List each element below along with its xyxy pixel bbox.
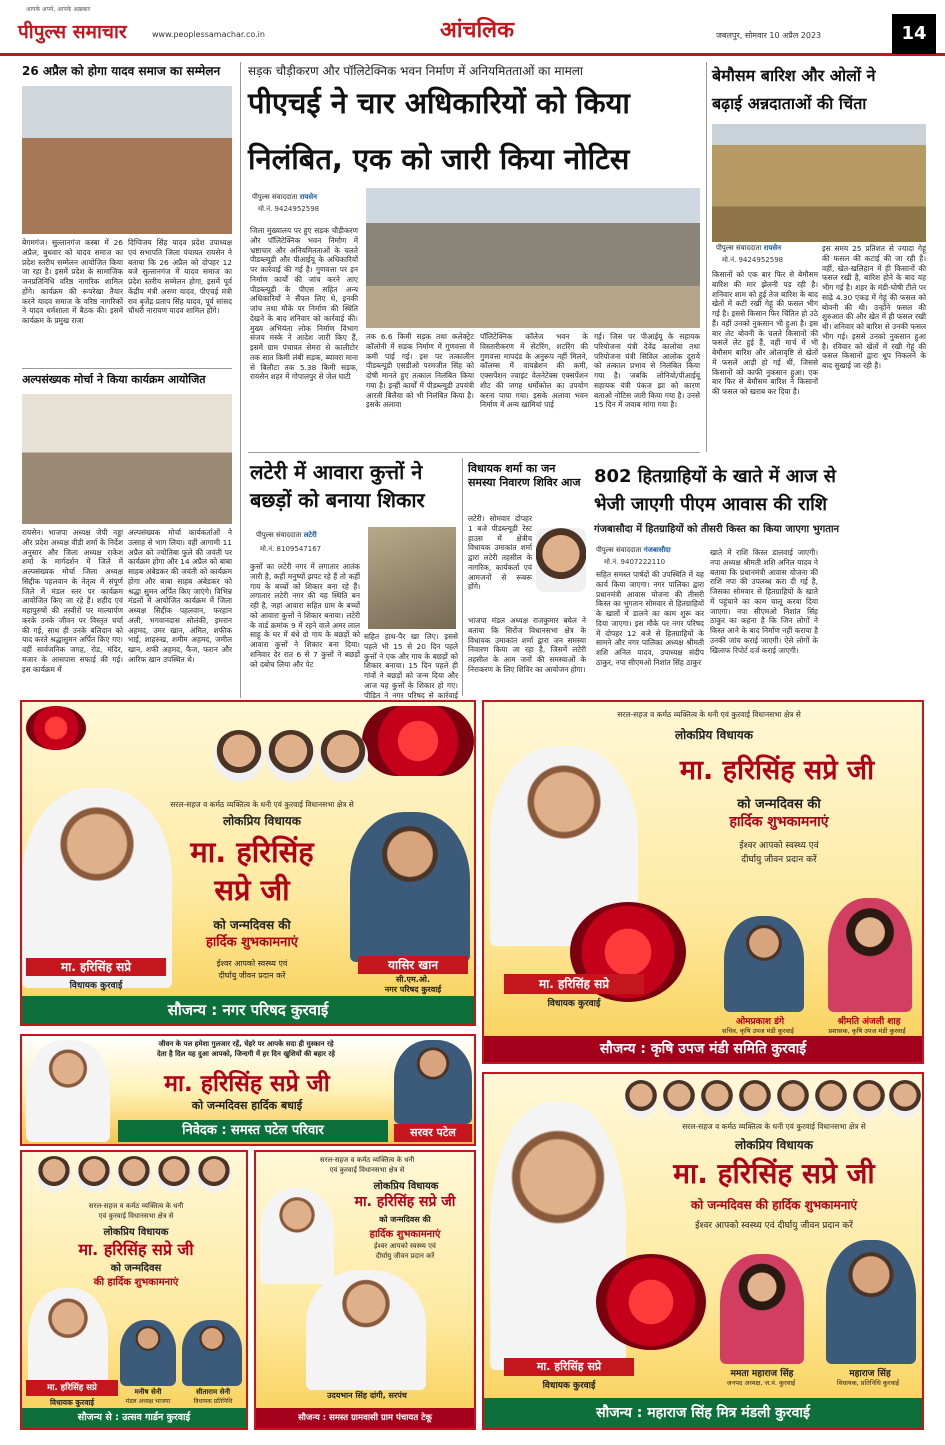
ad4-greet2: की हार्दिक शुभकामनाएं bbox=[93, 1277, 179, 1288]
ad4-greet1: को जन्मदिवस bbox=[110, 1263, 162, 1274]
mla-portrait bbox=[260, 1188, 334, 1284]
birthday-ad-gram-panchayat-teku[interactable] bbox=[254, 1150, 476, 1430]
vidhayak-portrait bbox=[536, 528, 586, 592]
ad1-name-line1: मा. हरिसिंह bbox=[190, 835, 314, 869]
sarpanch-portrait bbox=[306, 1270, 426, 1390]
column-rule bbox=[240, 62, 241, 698]
divider bbox=[22, 368, 232, 369]
alpsankhyak-headline: अल्पसंख्यक मोर्चा ने किया कार्यक्रम आयोजित bbox=[22, 373, 206, 386]
page-number: 14 bbox=[892, 14, 936, 54]
mausam-byline-reporter: पीपुल्स संवाददाता bbox=[716, 244, 762, 252]
alpsankhyak-body-col2: अल्पसंख्यक मोर्चा कार्यकर्ताओं ने उत्साह से भाग लिया। वहीं आगामी 11 अप्रैल को ज्योतिबा फुले की जयंती पर कार्यक्रम होगा और 14 अप्रैल को बाबा साहब अंबेडकर की जयंती को कार्यक्रम होगा और बाबा साहब अंबेडकर को श्रद्धा सुमन अर्पित किए जाएंगे। विभिन्न मंडलों में आयोजित कार्यक्रम में जिला अध्यक्ष सिद्दीक पहलवान, फरहान अली, भगवानदास सोलंकी, इमरान अहमद, उमर खान, अमित, शफीक भाई, शाहरुख, शमीम अहमद, जमील खान, शफी अहमद, फैज, फरान और आरिफ खान उपस्थित थे। bbox=[128, 528, 232, 664]
manish-seni-portrait bbox=[120, 1320, 176, 1386]
ad5-name: मा. हरिसिंह सप्रे जी bbox=[354, 1194, 456, 1210]
awas-subheadline: गंजबासौदा में हितग्राहियों को तीसरी किस्त का किया जाएगा भुगतान bbox=[594, 524, 840, 535]
ad1-left-name: मा. हरिसिंह सप्रे bbox=[26, 958, 166, 976]
sachiv-portrait bbox=[724, 916, 804, 1012]
ad6-wish: ईश्वर आपको स्वस्थ्य एवं दीर्घायु जीवन प्रदान करें bbox=[695, 1221, 853, 1231]
vidhayak-body-col2: भाजपा मंडल अध्यक्ष राजकुमार बघेल ने बताया कि सिरोंज विधानसभा क्षेत्र के विधायक उमाकांत शर्मा द्वारा जन समस्या निवारण किया जा रहा है, जिसमें लटेरी तहसील के आम जनों की समस्याओं के निराकरण के लिए शिविर का आयोजन होगा। bbox=[468, 616, 586, 674]
ad2-badge: मा. हरिसिंह सप्रे bbox=[504, 974, 644, 994]
ad6-p1-role: जनपद अध्यक्ष, ज.पं. कुरवाई bbox=[726, 1379, 796, 1387]
ad2-greet1: को जन्मदिवस की bbox=[737, 797, 821, 812]
ad4-p1-name: मनीष सेनी bbox=[134, 1388, 162, 1396]
ad2-p2-role: प्रशासक, कृषि उपज मंडी कुरवाई bbox=[828, 1027, 906, 1035]
birthday-ad-krishi-mandi[interactable] bbox=[482, 700, 924, 1064]
mausam-headline-line1: बेमौसम बारिश और ओलों ने bbox=[712, 66, 876, 85]
phe-body-col3: पॉलिटेक्निक कॉलेज भवन के विस्तारीकरण में सेंटरिंग, शटरिंग की गुणवत्ता मापदंड के अनुरूप नहीं मिलने, कॉलम्स में वायब्रेशन की कमी, एक्सपेंशन ज्वाइंट वेलनेटेक्स एक्सपेंशन शीट की जगह थर्मोकोल का उपयोग करना पाया गया। इसके अलावा भवन निर्माण में अन्य खामियां पाई bbox=[480, 332, 588, 410]
dogs-body-col1: कुत्तों का लटेरी नगर में लगातार आतंक जारी है, कहीं मनुष्यों झपट रहे हैं तो कहीं गाय के बच्चों को शिकार बना रहे हैं। लगातार लटेरी नगर की यह स्थिति बन रही है, जहां आवारा सहित ग्राम के बच्चों को आवारा कुत्तों ने शिकार बनाया। लटेरी के वार्ड क्रमांक 9 में रहने वाले अमर लाल साहू के घर में बंधे दो गाय के बछड़ों को आवारा कुत्तों ने शिकार बना दिया। शनिवार देर रात 6 से 7 कुत्तों ने बछड़ों को दबोच लिया और पेट bbox=[250, 562, 360, 669]
alpsankhyak-group-photo bbox=[22, 394, 232, 524]
ad1-left-role: विधायक कुरवाई bbox=[69, 981, 123, 991]
leader-portrait bbox=[852, 1080, 886, 1118]
ad6-p2-name: महाराज सिंह bbox=[849, 1369, 891, 1379]
ad4-p2-role: विधायक प्रतिनिधि bbox=[193, 1398, 233, 1405]
yadav-body-col2: दिग्विजय सिंह यादव प्रदेश उपाध्यक्ष एवं सभापति जिला पंचायत रायसेन ने बताया कि 26 अप्रैल को दोपहर 12 बजे सुल्तानगंज में यादव समाज का प्रदेश स्तरीय सम्मेलन होगा, इसमें पूर्व केंद्रीय मंत्री अरुण यादव, पीएचई मंत्री राव बृजेंद्र प्रताप सिंह यादव, पूर्व सांसद चौधरी नारायण यादव शामिल होंगे। bbox=[128, 238, 232, 316]
yadav-headline: 26 अप्रैल को होगा यादव समाज का सम्मेलन bbox=[22, 64, 221, 78]
ad6-footer: सौजन्य : महाराज सिंह मित्र मंडली कुरवाई bbox=[484, 1398, 922, 1428]
ad1-title: लोकप्रिय विधायक bbox=[223, 814, 301, 828]
maharaj-singh-portrait bbox=[826, 1240, 916, 1364]
ad1-wish2: दीर्घायु जीवन प्रदान करें bbox=[218, 971, 286, 980]
ad1-right-name: यासिर खान bbox=[358, 956, 468, 974]
alpsankhyak-body-col1: रायसेन। भाजपा अध्यक्ष जेपी नड्डा और प्रदेश अध्यक्ष वीडी शर्मा के निर्देश अनुसार और जिला अध्यक्ष राकेश शर्मा के मार्गदर्शन में जिले में अल्पसंख्यक मोर्चा जिला अध्यक्ष सिद्दीक पहलवान के नेतृत्व में संपूर्ण जिले में मंडल स्तर पर कार्यक्रम आयोजित किए जा रहे हैं। शहीद एवं महापुरुषों की तस्वीरों पर माल्यार्पण करके उनके जीवन पर विस्तृत चर्चा की गई, साथ ही उनके बलिदान को याद करते श्रद्धासुमन अर्पित किए गए। वहीं सार्वजनिक जगह, रोड, मंदिर, मजार के आसपास सफाई की गई। इस कार्यक्रम में bbox=[22, 528, 123, 674]
ad4-badge: मा. हरिसिंह सप्रे bbox=[26, 1380, 118, 1396]
ad5-wish2: दीर्घायु जीवन प्रदान करें bbox=[375, 1252, 435, 1260]
ad5-wish1: ईश्वर आपको स्वस्थ्य एवं bbox=[374, 1242, 436, 1250]
mla-portrait-namaste bbox=[26, 1040, 110, 1142]
mausam-body-col1: किसानों को एक बार फिर से बेमौसम बारिश की मार झेलनी पड़ रही है। शनिवार शाम को हुई तेज बारिश के बाद खेतों में कटी रखी गेहूं की फसल भीग गई है। इससे किसान फिर चिंतित हो उठे हैं। वहीं उनको नुकसान भी हुआ है। इस बार लेट बोवनी के चलते किसानों की फसलें लेट हुई हैं, वहीं मार्च में भी बेमौसम बारिश और ओलावृष्टि से खेतों में फसलें आड़ी हो गई थीं, जिससे किसानों को काफी नुकसान हुआ। एक बार फिर से बेमौसम बारिश ने किसानों की फसल को खराब कर दिया है। bbox=[712, 270, 818, 397]
birthday-ad-nagar-parishad[interactable] bbox=[20, 700, 476, 1026]
sitaram-seni-portrait bbox=[182, 1320, 242, 1386]
ad4-p1-role: मंडल अध्यक्ष भाजपा bbox=[125, 1398, 171, 1405]
ad4-name: मा. हरिसिंह सप्रे जी bbox=[78, 1240, 194, 1259]
rose-bouquet bbox=[362, 706, 474, 776]
awas-byline-reporter: पीपुल्स संवाददाता bbox=[596, 546, 642, 554]
divider bbox=[248, 452, 700, 453]
ad2-greet2: हार्दिक शुभकामनाएं bbox=[729, 814, 829, 830]
birthday-ad-maharaj-singh-mitra-mandali[interactable] bbox=[482, 1072, 924, 1430]
dogs-headline-line2: बछड़ों को बनाया शिकार bbox=[250, 488, 425, 512]
yadav-body-col1: बेगमगंज। सुल्तानगंज कस्बा में 26 अप्रैल, बुधवार को यादव समाज का प्रदेश स्तरीय सम्मेलन आयोजित किया जा रहा है। इसमें प्रदेश के सामाजिक जनप्रतिनिधि वरिष्ठ नागरिक शामिल होंगे। कार्यक्रम की रूपरेखा तैयार करने यादव समाज के वरिष्ठ नागरिकों ने यादव धर्मशाला में बैठक की। इसमें कार्यक्रम के प्रमुख राजा bbox=[22, 238, 123, 326]
awas-byline-place: गंजबासौदा bbox=[643, 546, 671, 554]
awas-body-col3 bbox=[822, 548, 924, 694]
awas-body-col1: सहित समस्त पार्षदों की उपस्थिति में यह कार्य किया जाएगा। नगर पालिका द्वारा प्रधानमंत्री आवास योजना की तीसरी किस्त का भुगतान सोमवार से हितग्राहियों के खातों में डालने का काम शुरू कर दिया जाएगा। इस मौके पर नगर परिषद में दोपहर 12 बजे से हितग्राहियों के सामने और नगर पालिका अध्यक्ष श्रीमती शशि अनिल यादव, उपाध्यक्ष संदीप ठाकुर, नपा सीएमओ निशांत सिंह ठाकुर bbox=[596, 570, 704, 667]
ad5-tagline1: सरल-सहज व कर्मठ व्यक्तित्व के धनी bbox=[319, 1156, 415, 1164]
ad3-quote2: देता है दिल यह दुआ आपको, जिन्दगी में हर दिन खुशियों की बहार रहे bbox=[157, 1050, 335, 1058]
rose-bouquet bbox=[596, 1254, 706, 1350]
ad2-p2-name: श्रीमति अंजली शाह bbox=[837, 1017, 901, 1027]
mausam-byline bbox=[716, 244, 826, 253]
leader-portrait bbox=[700, 1080, 734, 1118]
phe-byline-reporter: पीपुल्स संवाददाता bbox=[252, 193, 298, 201]
ad3-name: मा. हरिसिंह सप्रे जी bbox=[164, 1071, 330, 1097]
leader-portrait bbox=[318, 730, 368, 782]
ad1-greet1: को जन्मदिवस की bbox=[213, 918, 291, 932]
ad4-tagline2: एवं कुरवाई विधानसभा क्षेत्र से bbox=[98, 1212, 174, 1220]
leader-portrait bbox=[776, 1080, 810, 1118]
mausam-headline-line2: बढ़ाई अन्नदाताओं की चिंता bbox=[712, 94, 867, 113]
phe-byline-place: रायसेन bbox=[299, 193, 318, 201]
column-rule bbox=[462, 458, 463, 696]
prashasak-portrait bbox=[828, 898, 912, 1012]
mausam-field-photo bbox=[712, 124, 926, 242]
leader-portrait bbox=[814, 1080, 848, 1118]
ad1-footer: सौजन्य : नगर परिषद कुरवाई bbox=[22, 996, 474, 1024]
ad2-wish1: ईश्वर आपको स्वस्थ्य एवं bbox=[739, 841, 819, 851]
phe-body-col4: गई। जिस पर पीआईयू के सहायक परियोजना यंत्री देवेंद्र कालोया तथा परियोजना यंत्री सिविल आलोक दूराये को तत्काल प्रभाव से निलंबित किया गया है। जबकि लोनियो/पीआईयू सहायक यंत्री पंकज झा को कारण बताओ नोटिस जारी किया गया है। उनसे 15 दिन में जवाब मांगा गया है। bbox=[594, 332, 700, 410]
phe-mobile: मो.नं. 9424952598 bbox=[258, 205, 320, 213]
phe-byline bbox=[252, 193, 362, 202]
leader-portrait bbox=[266, 730, 316, 782]
masthead bbox=[0, 0, 945, 56]
ad4-tagline1: सरल-सहज व कर्मठ व्यक्तित्व के धनी bbox=[88, 1202, 184, 1210]
leader-portrait bbox=[76, 1156, 112, 1192]
ad5-greet2: हार्दिक शुभकामनाएं bbox=[369, 1229, 441, 1240]
ad1-tagline: सरल-सहज व कर्मठ व्यक्तित्व के धनी एवं कुरवाई विधानसभा क्षेत्र से bbox=[170, 800, 354, 809]
leader-portrait bbox=[662, 1080, 696, 1118]
dateline: जबलपुर, सोमवार 10 अप्रैल 2023 bbox=[716, 31, 822, 40]
dogs-byline bbox=[256, 531, 366, 540]
ad2-name: मा. हरिसिंह सप्रे जी bbox=[679, 755, 875, 786]
vidhayak-headline: विधायक शर्मा का जन समस्या निवारण शिविर आज bbox=[468, 462, 581, 489]
dogs-calf-photo bbox=[368, 527, 456, 629]
ad2-role: विधायक कुरवाई bbox=[547, 999, 601, 1009]
rose-bouquet bbox=[26, 706, 86, 750]
leader-portrait bbox=[624, 1080, 658, 1118]
ad6-p2-role: विधायक, प्रतिनिधि कुरवाई bbox=[836, 1379, 900, 1387]
site-url[interactable]: www.peoplessamachar.co.in bbox=[152, 30, 265, 39]
ad6-badge: मा. हरिसिंह सप्रे bbox=[504, 1358, 634, 1376]
ad5-person: उदयभान सिंह दांगी, सरपंच bbox=[327, 1391, 407, 1400]
ad6-greet: को जन्मदिवस की हार्दिक शुभकामनाएं bbox=[690, 1198, 858, 1212]
section-title: आंचलिक bbox=[440, 18, 514, 43]
ad5-greet1: को जन्मदिवस की bbox=[379, 1215, 431, 1224]
ad2-wish2: दीर्घायु जीवन प्रदान करें bbox=[741, 855, 817, 865]
mamta-maharaj-singh-portrait bbox=[720, 1254, 804, 1364]
ad1-name-line2: सप्रे जी bbox=[214, 873, 290, 907]
ad2-p1-role: सचिव, कृषि उपज मंडी कुरवाई bbox=[722, 1027, 794, 1035]
yadav-meeting-photo bbox=[22, 86, 232, 234]
phe-body-col1: जिला मुख्यालय पर हुए सड़क चौड़ीकरण और पॉलिटेक्निक भवन निर्माण में भ्रष्टाचार और अनियमितताओं के चलते पीडब्ल्यूडी और पीआईयू के अधिकारियों पर कार्रवाई की गई है। गुणवत्ता पर इन निर्माण कार्यों की जांच करने आए पीडब्ल्यूडी के पीएस सहित अन्य अधिकारियों ने सैंपल लिए थे, इनकी जांच तथा मौके पर निर्माण की स्थिति देखने के बाद शनिवार को कार्रवाई की। मुख्य अभियंता लोक निर्माण विभाग संजय मस्के ने आदेश जारी किए हैं, इसमें ग्राम पंचायत सेमरा से कालीटोर तक सात किमी लंबी सड़क, ब्यावरा माना से बिलौटा तक 5.38 किमी सड़क, रायसेन शहर में गोपालपुर से जेल घाटी bbox=[250, 226, 358, 382]
ad6-name: मा. हरिसिंह सप्रे जी bbox=[673, 1157, 875, 1190]
leader-portrait bbox=[738, 1080, 772, 1118]
ad1-wish1: ईश्वर आपको स्वस्थ्य एवं bbox=[216, 959, 288, 968]
leader-portrait bbox=[36, 1156, 72, 1192]
awas-headline-line2: भेजी जाएगी पीएम आवास की राशि bbox=[594, 494, 828, 515]
ad2-title: लोकप्रिय विधायक bbox=[675, 728, 753, 742]
leader-portrait bbox=[156, 1156, 192, 1192]
dogs-headline-line1: लटेरी में आवारा कुत्तों ने bbox=[250, 460, 423, 484]
phe-headline-line2: निलंबित, एक को जारी किया नोटिस bbox=[248, 142, 630, 176]
sarvar-patel-portrait bbox=[394, 1040, 472, 1124]
ad3-sponsor: सरवर पटेल bbox=[394, 1124, 472, 1142]
ad6-p1-name: ममता महाराज सिंह bbox=[730, 1369, 794, 1379]
phe-headline-line1: पीएचई ने चार अधिकारियों को किया bbox=[248, 86, 630, 120]
ad4-role: विधायक कुरवाई bbox=[49, 1398, 94, 1407]
phe-kicker: सड़क चौड़ीकरण और पॉलिटेक्निक भवन निर्माण में अनियमितताओं का मामला bbox=[248, 64, 584, 78]
ad3-quote1: जीवन के पल हमेशा गुलजार रहें, चेहरे पर आपके सदा ही मुस्कान रहे bbox=[158, 1040, 334, 1048]
dogs-byline-reporter: पीपुल्स संवाददाता bbox=[256, 531, 302, 539]
mausam-byline-place: रायसेन bbox=[763, 244, 782, 252]
ad1-greet2: हार्दिक शुभकामनाएं bbox=[206, 935, 298, 950]
birthday-ad-patel-parivar[interactable] bbox=[20, 1034, 476, 1146]
ad1-right-role1: सी.एम.ओ. bbox=[396, 975, 430, 984]
birthday-ad-utsav-garden[interactable] bbox=[20, 1150, 248, 1430]
vidhayak-body-col1: लटेरी। सोमवार दोपहर 1 बजे पीडब्ल्यूडी रेस्ट हाउस में क्षेत्रीय विधायक उमाकांत शर्मा द्वारा लटेरी तहसील के नागरिक, कार्यकर्ता एवं आमजनों से रूबरू होंगे। bbox=[468, 514, 532, 592]
phe-construction-photo bbox=[366, 188, 700, 328]
dogs-byline-place: लटेरी bbox=[303, 531, 317, 539]
leader-portrait bbox=[214, 730, 264, 782]
ad5-footer: सौजन्य : समस्त ग्रामवासी ग्राम पंचायत टेकू bbox=[256, 1408, 474, 1428]
ad3-greet: को जन्मदिवस हार्दिक बधाई bbox=[191, 1099, 303, 1112]
phe-body-col2: तक 6.6 किमी सड़क तथा कलेक्ट्रेट कॉलोनी में सड़क निर्माण में गुणवत्ता में कमी पाई गई। इस पर तत्कालीन पीडब्ल्यूडी एसडीओ परमजीत सिंह को दोषी मानते हुए तत्काल निलंबित किया गया है। इन्हीं कार्यों में पीडब्ल्यूडी उपयंत्री आरती बिलैया को भी निलंबित किया है। इसके अलावा bbox=[366, 332, 474, 410]
ad2-p1-name: ओमप्रकाश डंगे bbox=[735, 1017, 785, 1027]
dogs-mobile: मो.नं. 8109547167 bbox=[260, 545, 322, 553]
ad4-title: लोकप्रिय विधायक bbox=[103, 1227, 169, 1238]
logo-tagline: आपके अपने, आपके अख़बार bbox=[26, 6, 91, 13]
ad4-p2-name: सीताराम सेनी bbox=[195, 1388, 231, 1396]
ad6-role: विधायक कुरवाई bbox=[542, 1381, 596, 1391]
ad5-tagline2: एवं कुरवाई विधानसभा क्षेत्र से bbox=[329, 1166, 405, 1174]
ad6-title: लोकप्रिय विधायक bbox=[735, 1138, 813, 1152]
ad2-footer: सौजन्य : कृषि उपज मंडी समिति कुरवाई bbox=[484, 1036, 922, 1062]
awas-headline-line1: 802 हितग्राहियों के खाते में आज से bbox=[594, 466, 836, 487]
ad6-tagline: सरल-सहज व कर्मठ व्यक्तित्व के धनी एवं कुरवाई विधानसभा क्षेत्र से bbox=[682, 1122, 866, 1131]
ad5-title: लोकप्रिय विधायक bbox=[373, 1181, 439, 1192]
leader-portrait bbox=[116, 1156, 152, 1192]
ad4-footer: सौजन्य से : उत्सव गार्डन कुरवाई bbox=[22, 1408, 246, 1428]
ad1-right-role2: नगर परिषद कुरवाई bbox=[384, 985, 442, 994]
newspaper-logo[interactable]: पीपुल्स समाचार bbox=[18, 21, 127, 43]
mausam-body-col2: इस समय 25 प्रतिशत से ज्यादा गेहूं की फसल की कटाई की जा रही है। वहीं, खेत-खलिहान में ही किसानों की फसल रखी है, बारिश होने के बाद यह भीग गई है। शहर के मंडी-घोषी टीले पर साढ़े 4.30 एकड़ में गेहूं की फसल को बोवनी की थी। उन्होंने फसल की शुरुआत की और खेत में ही फसल रखी थी। शनिवार को बारिश से उनकी फसल भीग गई। इससे उनको नुकसान हुआ है। रविवार को खेतों में रखी गेहूं की फसल किसानों द्वारा धूप निकलने के बाद सुखाई जा रही है। bbox=[822, 244, 926, 371]
column-rule bbox=[706, 62, 707, 452]
awas-mobile: मो.नं. 9407222110 bbox=[604, 558, 666, 566]
leader-portrait bbox=[196, 1156, 232, 1192]
ad2-tagline: सरल-सहज व कर्मठ व्यक्तित्व के धनी एवं कुरवाई विधानसभा क्षेत्र से bbox=[617, 710, 801, 719]
awas-byline bbox=[596, 546, 706, 555]
dogs-body-col2: सहित हाथ-पैर खा लिए। इससे पहले भी 15 से 20 दिन पहले कुत्तों ने एक और गाय के बछड़ों को शिकार बनाया। 15 दिन पहले ही गांवों ने बछड़ों को जन्म दिया और आज यह कुत्तों के शिकार हो गए। पीड़ित ने नगर परिषद से कार्रवाई bbox=[364, 632, 458, 700]
leader-portrait bbox=[888, 1080, 922, 1118]
ad3-footer: निवेदक : समस्त पटेल परिवार bbox=[118, 1120, 388, 1142]
mausam-mobile: मो.नं. 9424952598 bbox=[722, 256, 784, 264]
awas-body-col2: खाते में राशि किस्त डालवाई जाएगी। नपा अध्यक्ष श्रीमती शशि अनिल यादव ने बताया कि प्रधानमंत्री आवास योजना की राशि नपा की उपलब्ध करा दी गई है, जिसका सोमवार से हितग्राहियों के खाते में पहुंचाने का काम चालू करवा दिया जाएगा। नपा सीएमओ निशांत सिंह ठाकुर का कहना है कि जिन लोगों ने किस्त आने के बाद निर्माण नहीं कराया है उनकी जांच कराई जाएगी। ऐसे लोगों के खिलाफ रिपोर्ट दर्ज कराई जाएगी। bbox=[710, 548, 818, 655]
cmo-portrait bbox=[350, 812, 470, 962]
